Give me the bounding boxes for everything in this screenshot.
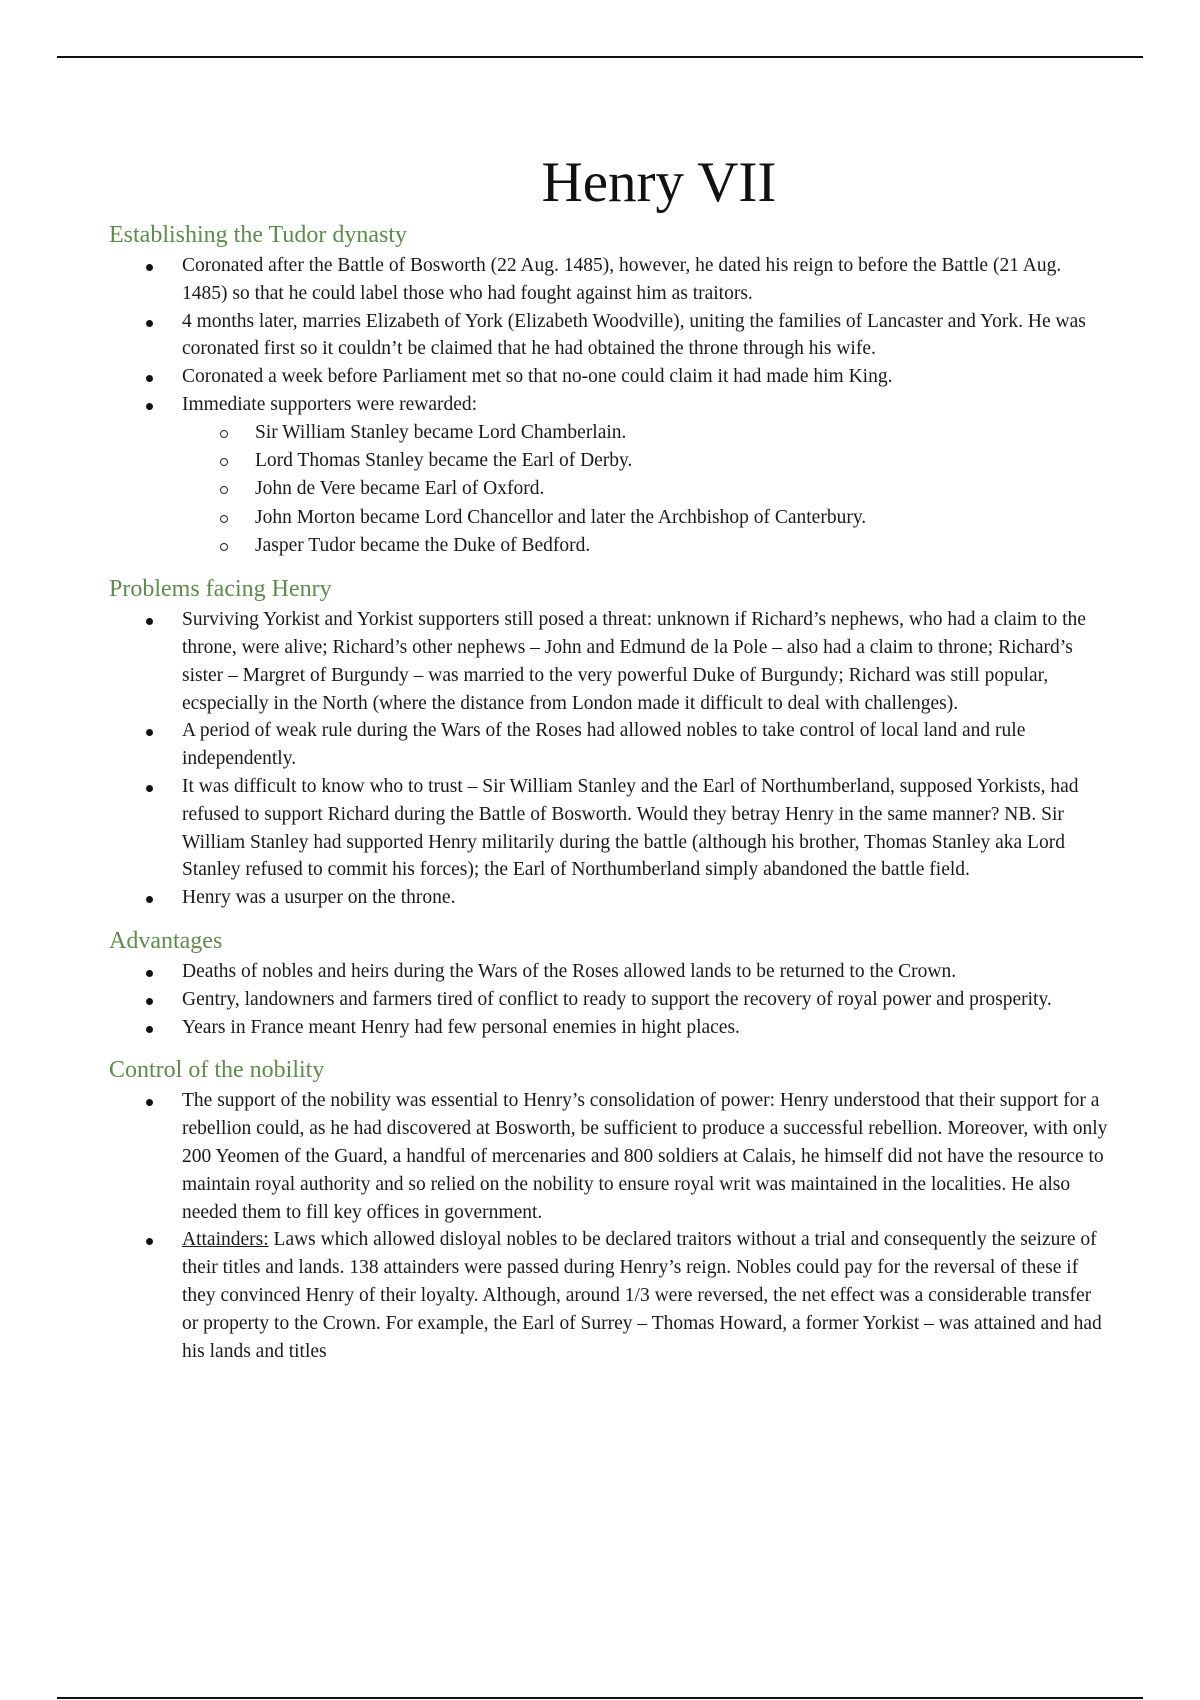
bullet-list (109, 958, 1109, 1041)
list-item: Coronated after the Battle of Bosworth (22 Aug. 1485), however, he dated his reign to before the Battle (21 Aug. 1485) so that he could label those who had fought against him as traitors. (109, 252, 1109, 308)
list-item: Coronated a week before Parliament met so that no-one could claim it had made him King. (109, 363, 1109, 391)
list-item: 4 months later, marries Elizabeth of York (Elizabeth Woodville), uniting the families of Lancaster and York. He was coronated first so it couldn’t be claimed that he had obtained the throne through his wife. (109, 308, 1109, 364)
bullet-icon (146, 998, 153, 1005)
bullet-icon (146, 729, 153, 736)
bullet-icon (146, 1099, 153, 1106)
attainders-label: Attainders: (182, 1229, 269, 1251)
bullet-icon (146, 1026, 153, 1033)
bottom-rule (57, 1697, 1143, 1699)
bullet-icon (146, 375, 153, 382)
list-item: Years in France meant Henry had few personal enemies in hight places. (109, 1014, 1109, 1042)
section-heading: Control of the nobility (109, 1057, 325, 1084)
bullet-icon (146, 896, 153, 903)
list-item: Henry was a usurper on the throne. (109, 884, 1109, 912)
list-item: Gentry, landowners and farmers tired of conflict to ready to support the recovery of royal power and prosperity. (109, 986, 1109, 1014)
section-problems (109, 572, 1109, 912)
bullet-icon (146, 264, 153, 271)
sub-list (182, 419, 1109, 560)
list-item: It was difficult to know who to trust – Sir William Stanley and the Earl of Northumberland, supposed Yorkists, had refused to support Richard during the Battle of Bosworth. Would they betray Henry in the same manner? NB. Sir William Stanley had supported Henry militarily during the battle (although his brother, Thomas Stanley aka Lord Stanley refused to commit his forces); the Earl of Northumberland simply abandoned the battle field. (109, 773, 1109, 884)
list-item: A period of weak rule during the Wars of the Roses had allowed nobles to take control of local land and rule independently. (109, 717, 1109, 773)
list-item: Surviving Yorkist and Yorkist supporters still posed a threat: unknown if Richard’s nephews, who had a claim to the throne, were alive; Richard’s other nephews – John and Edmund de la Pole – also had a claim to throne; Richard’s sister – Margret of Burgundy – was married to the very powerful Duke of Burgundy; Richard was still popular, ecspecially in the North (where the distance from London made it difficult to deal with challenges). (109, 606, 1109, 717)
circle-bullet-icon (220, 430, 228, 438)
sub-list-item: Lord Thomas Stanley became the Earl of Derby. (109, 447, 1109, 475)
list-item: Immediate supporters were rewarded: Sir William Stanley became Lord Chamberlain. Lord Thomas Stanley became the Earl of Derby. John de Vere became Earl of Oxford. John Morton became Lord Chancellor and later the Archbishop of Canterbury. Jasper Tudor became the Duke of Bedford. (109, 391, 1109, 560)
section-heading: Establishing the Tudor dynasty (109, 222, 408, 248)
bullet-icon (146, 785, 153, 792)
bullet-icon (146, 970, 153, 977)
bullet-icon (146, 618, 153, 625)
section-heading: Advantages (109, 928, 223, 955)
section-heading: Problems facing Henry (109, 576, 332, 603)
bullet-list (109, 1087, 1109, 1365)
section-establishing (109, 218, 1109, 560)
list-item: Deaths of nobles and heirs during the Wars of the Roses allowed lands to be returned to the Crown. (109, 958, 1109, 986)
top-rule (57, 56, 1143, 58)
list-item (109, 1226, 1109, 1365)
list-item: The support of the nobility was essential to Henry’s consolidation of power: Henry understood that their support for a rebellion could, as he had discovered at Bosworth, be sufficient to produce a successful rebellion. Moreover, with only 200 Yeomen of the Guard, a handful of mercenaries and 800 soldiers at Calais, he himself did not have the resource to maintain royal authority and so relied on the nobility to ensure royal writ was maintained in the localities. He also needed them to fill key offices in government. (109, 1087, 1109, 1226)
section-control-nobility (109, 1053, 1109, 1365)
sub-list-item: John Morton became Lord Chancellor and later the Archbishop of Canterbury. (109, 504, 1109, 532)
bullet-list (109, 606, 1109, 912)
attainders-text: Laws which allowed disloyal nobles to be declared traitors without a trial and consequently the seizure of their titles and lands. 138 attainders were passed during Henry’s reign. Nobles could pay for the reversal of these if they convinced Henry of their loyalty. Although, around 1/3 were reversed, the net effect was a considerable transfer or property to the Crown. For example, the Earl of Surrey – Thomas Howard, a former Yorkist – was attained and had his lands and titles (182, 1229, 1102, 1362)
document-title: Henry VII (541, 151, 777, 214)
document-page (109, 150, 1109, 1377)
bullet-icon (146, 320, 153, 327)
circle-bullet-icon (220, 515, 228, 523)
bullet-list (109, 252, 1109, 560)
bullet-icon (146, 1238, 153, 1245)
sub-list-item: Sir William Stanley became Lord Chamberlain. (109, 419, 1109, 447)
circle-bullet-icon (220, 543, 228, 551)
sub-list-item: Jasper Tudor became the Duke of Bedford. (109, 532, 1109, 560)
sub-list-item: John de Vere became Earl of Oxford. (109, 475, 1109, 503)
section-advantages (109, 924, 1109, 1041)
bullet-icon (146, 403, 153, 410)
